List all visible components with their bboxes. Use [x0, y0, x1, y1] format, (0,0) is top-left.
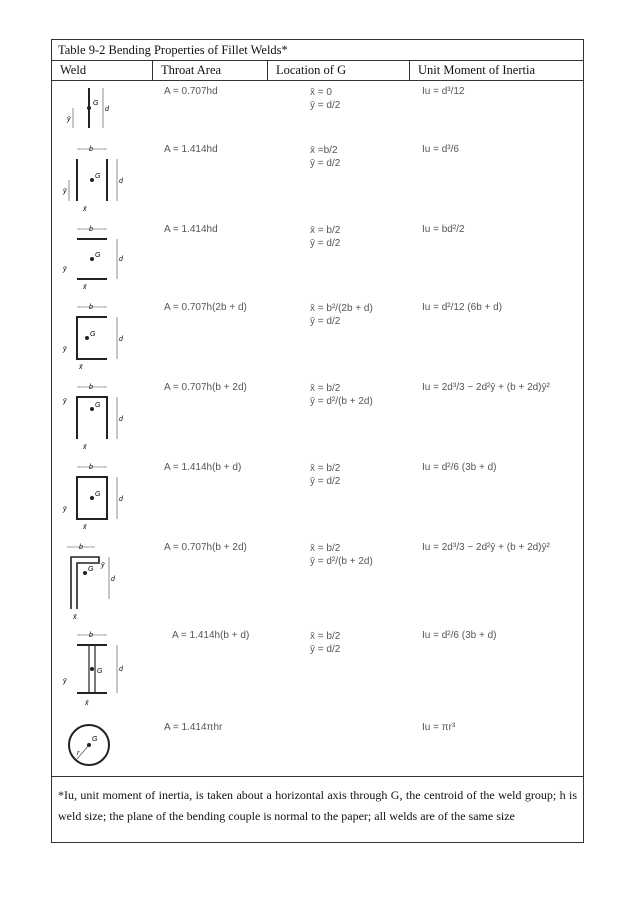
svg-text:d: d — [119, 666, 123, 673]
unit-moment-of-inertia: Iu = πr³ — [422, 722, 456, 733]
throat-area: A = 1.414πhr — [164, 722, 223, 733]
throat-area: A = 0.707h(b + 2d) — [164, 382, 247, 393]
throat-area: A = 0.707h(b + 2d) — [164, 542, 247, 553]
table-header-row — [52, 61, 583, 81]
weld-diagram-u-shape — [59, 379, 139, 455]
x-bar: x̄ =b/2 — [310, 145, 338, 156]
weld-diagram-two-vertical — [59, 141, 139, 217]
svg-text:b: b — [79, 544, 83, 551]
location-of-g — [310, 630, 340, 656]
weld-diagram-single-vertical — [59, 83, 139, 138]
weld-diagram-box — [59, 459, 139, 535]
y-bar: ȳ = d/2 — [310, 316, 341, 327]
x-bar: x̄ = b/2 — [310, 383, 341, 394]
table-row — [52, 457, 583, 537]
y-bar: ȳ = d/2 — [310, 158, 341, 169]
weld-diagram-i-shape — [59, 627, 139, 715]
table-footnote: *Iu, unit moment of inertia, is taken about a horizontal axis through G, the centroid of the weld group; h is weld size; the plane of the bending couple is normal to the paper; all welds are of the same size — [58, 788, 577, 823]
svg-text:G: G — [92, 736, 98, 743]
x-bar: x̄ = b/2 — [310, 225, 341, 236]
svg-text:b: b — [89, 464, 93, 471]
y-bar: ȳ = d/2 — [310, 100, 341, 111]
svg-text:x̄: x̄ — [73, 614, 77, 621]
unit-moment-of-inertia: Iu = d²/6 (3b + d) — [422, 462, 497, 473]
svg-text:b: b — [89, 226, 93, 233]
svg-text:x̄: x̄ — [83, 524, 87, 531]
throat-area: A = 1.414hd — [164, 224, 218, 235]
location-of-g — [310, 144, 340, 170]
unit-moment-of-inertia: Iu = d²/12 (6b + d) — [422, 302, 503, 313]
header-location-of-g: Location of G — [276, 63, 347, 77]
table-body — [52, 81, 583, 777]
svg-text:G: G — [95, 491, 101, 498]
y-bar: ȳ = d²/(b + 2d) — [310, 556, 373, 567]
header-unit-moment-of-inertia: Unit Moment of Inertia — [418, 63, 535, 77]
svg-text:x̄: x̄ — [85, 700, 89, 707]
header-throat-area: Throat Area — [161, 63, 222, 77]
bending-properties-table — [51, 39, 584, 843]
unit-moment-of-inertia: Iu = d³/6 — [422, 144, 459, 155]
svg-text:ȳ: ȳ — [63, 398, 67, 405]
table-row — [52, 139, 583, 219]
table-row — [52, 717, 583, 777]
location-of-g — [310, 302, 373, 328]
header-weld: Weld — [60, 63, 87, 77]
table-row — [52, 537, 583, 625]
x-bar: x̄ = 0 — [310, 87, 332, 98]
weld-diagram-channel — [59, 539, 139, 623]
table-row — [52, 625, 583, 717]
throat-area: A = 1.414h(b + d) — [172, 630, 250, 641]
x-bar: x̄ = b/2 — [310, 631, 341, 642]
svg-text:d: d — [119, 496, 123, 503]
svg-text:G: G — [93, 100, 99, 107]
location-of-g — [310, 224, 340, 250]
location-of-g — [310, 462, 340, 488]
unit-moment-of-inertia: Iu = 2d³/3 − 2d²ȳ + (b + 2d)ȳ² — [422, 382, 550, 393]
y-bar: ȳ = d²/(b + 2d) — [310, 396, 373, 407]
throat-area: A = 0.707h(2b + d) — [164, 302, 247, 313]
unit-moment-of-inertia: Iu = bd²/2 — [422, 224, 465, 235]
svg-text:d: d — [105, 106, 109, 113]
weld-diagram-two-horizontal — [59, 221, 139, 295]
svg-text:x̄: x̄ — [83, 284, 87, 291]
svg-text:G: G — [88, 566, 94, 573]
x-bar: x̄ = b/2 — [310, 543, 341, 554]
svg-text:G: G — [95, 252, 101, 259]
table-row — [52, 219, 583, 297]
svg-text:b: b — [89, 632, 93, 639]
svg-text:ȳ: ȳ — [63, 188, 67, 195]
svg-text:ȳ: ȳ — [63, 678, 67, 685]
weld-diagram-c-shape — [59, 299, 139, 375]
svg-text:ȳ: ȳ — [67, 116, 71, 123]
y-bar: ȳ = d/2 — [310, 238, 341, 249]
svg-text:G: G — [95, 173, 101, 180]
svg-text:G: G — [97, 668, 103, 675]
svg-text:G: G — [95, 402, 101, 409]
location-of-g — [310, 86, 340, 112]
table-row — [52, 377, 583, 457]
y-bar: ȳ = d/2 — [310, 476, 341, 487]
svg-text:ȳ: ȳ — [63, 266, 67, 273]
y-bar: ȳ = d/2 — [310, 644, 341, 655]
svg-text:x̄: x̄ — [83, 206, 87, 213]
svg-text:b: b — [89, 384, 93, 391]
svg-text:d: d — [119, 336, 123, 343]
throat-area: A = 1.414h(b + d) — [164, 462, 242, 473]
weld-diagram-circle — [59, 719, 139, 775]
location-of-g — [310, 542, 373, 568]
svg-text:ȳ: ȳ — [63, 506, 67, 513]
location-of-g — [310, 382, 373, 408]
table-row — [52, 81, 583, 139]
table-caption: Table 9-2 Bending Properties of Fillet Welds* — [52, 40, 583, 61]
throat-area: A = 1.414hd — [164, 144, 218, 155]
svg-text:r: r — [77, 750, 80, 757]
svg-text:d: d — [119, 178, 123, 185]
svg-text:b: b — [89, 304, 93, 311]
svg-text:d: d — [119, 416, 123, 423]
unit-moment-of-inertia: Iu = d²/6 (3b + d) — [422, 630, 497, 641]
svg-text:x̄: x̄ — [83, 444, 87, 451]
svg-text:b: b — [89, 146, 93, 153]
unit-moment-of-inertia: Iu = d³/12 — [422, 86, 465, 97]
unit-moment-of-inertia: Iu = 2d³/3 − 2d²ȳ + (b + 2d)ȳ² — [422, 542, 550, 553]
throat-area: A = 0.707hd — [164, 86, 218, 97]
svg-text:ȳ: ȳ — [101, 562, 105, 569]
svg-text:ȳ: ȳ — [63, 346, 67, 353]
svg-text:x̄: x̄ — [79, 364, 83, 371]
svg-text:d: d — [119, 256, 123, 263]
svg-text:d: d — [111, 576, 115, 583]
svg-text:G: G — [90, 331, 96, 338]
x-bar: x̄ = b²/(2b + d) — [310, 303, 373, 314]
table-row — [52, 297, 583, 377]
x-bar: x̄ = b/2 — [310, 463, 341, 474]
